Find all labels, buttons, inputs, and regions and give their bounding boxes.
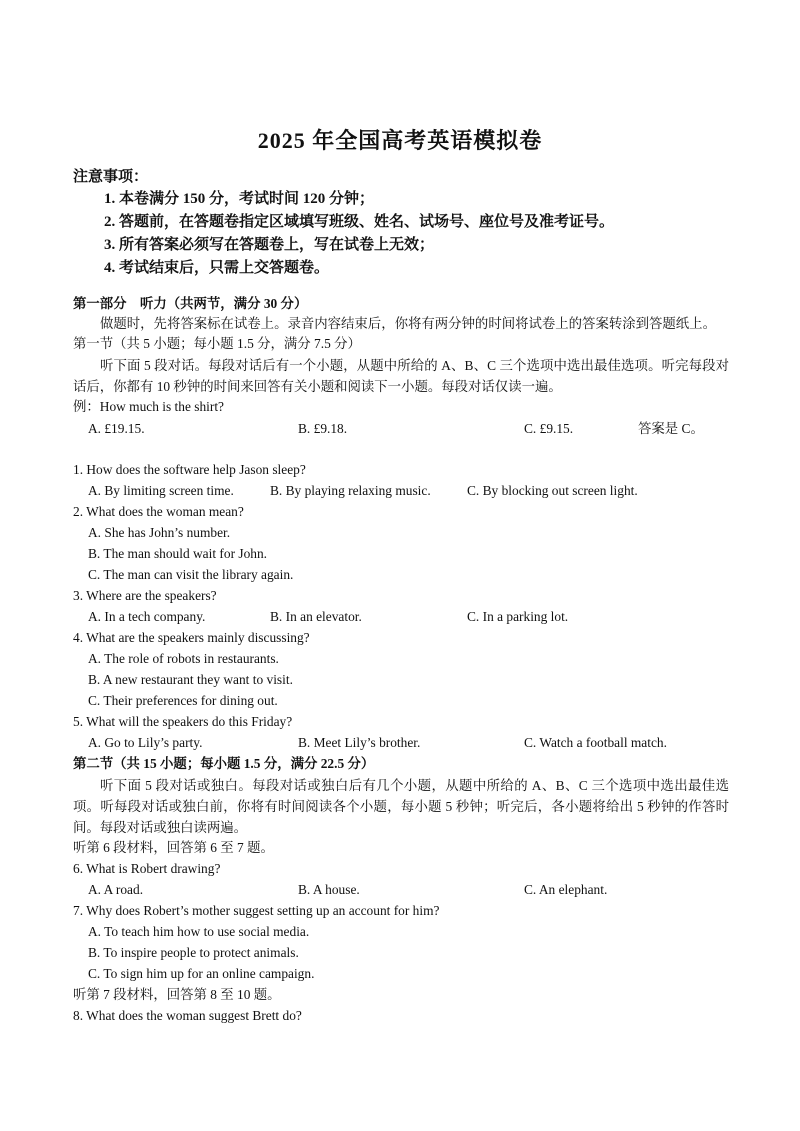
question-8: 8. What does the woman suggest Brett do? <box>73 1008 302 1023</box>
q3-option-b: B. In an elevator. <box>270 609 362 624</box>
q1-option-b: B. By playing relaxing music. <box>270 483 431 498</box>
example-answer: 答案是 C。 <box>638 421 704 436</box>
question-2: 2. What does the woman mean? <box>73 504 244 519</box>
q5-option-a: A. Go to Lily’s party. <box>88 735 203 750</box>
q4-option-b: B. A new restaurant they want to visit. <box>88 672 293 687</box>
q5-option-c: C. Watch a football match. <box>524 735 667 750</box>
question-5: 5. What will the speakers do this Friday? <box>73 714 293 729</box>
page-title: 2025 年全国高考英语模拟卷 <box>257 128 543 153</box>
example-option-a: A. £19.15. <box>88 421 145 436</box>
notice-item: 1. 本卷满分 150 分，考试时间 120 分钟； <box>104 191 375 207</box>
q6-option-a: A. A road. <box>88 882 144 897</box>
question-1: 1. How does the software help Jason sleep? <box>73 462 306 477</box>
notice-item: 2. 答题前，在答题卷指定区域填写班级、姓名、试场号、座位号及准考证号。 <box>104 214 615 230</box>
section2-heading: 第二节（共 15 小题；每小题 1.5 分，满分 22.5 分） <box>73 756 375 771</box>
q3-option-c: C. In a parking lot. <box>467 609 569 624</box>
q7-option-b: B. To inspire people to protect animals. <box>88 945 299 960</box>
q7-option-c: C. To sign him up for an online campaign. <box>88 966 315 981</box>
part1-heading: 第一部分 听力（共两节，满分 30 分） <box>73 296 308 311</box>
q2-option-a: A. She has John’s number. <box>88 525 231 540</box>
q6-option-c: C. An elephant. <box>524 882 608 897</box>
example-question: 例：How much is the shirt? <box>73 399 224 414</box>
notice-item: 3. 所有答案必须写在答题卷上，写在试卷上无效； <box>104 237 435 253</box>
q1-option-a: A. By limiting screen time. <box>88 483 234 498</box>
question-4: 4. What are the speakers mainly discussing? <box>73 630 310 645</box>
example-option-c: C. £9.15. <box>524 421 574 436</box>
q1-option-c: C. By blocking out screen light. <box>467 483 638 498</box>
section2-instruction: 听下面 5 段对话或独白。每段对话或独白后有几个小题，从题中所给的 A、B、C 三个选项中选出最佳选项。听每段对话或独白前，你将有时间阅读各个小题，每小题 5 秒钟；听完后，各小题将给出 5 秒钟的作答时间。每段对话或独白读两遍。 <box>73 778 729 835</box>
notice-heading: 注意事项： <box>73 169 149 185</box>
q2-option-c: C. The man can visit the library again. <box>88 567 294 582</box>
notice-list <box>104 188 614 280</box>
notice-item: 4. 考试结束后，只需上交答题卷。 <box>104 260 330 276</box>
q6-option-b: B. A house. <box>298 882 360 897</box>
q7-option-a: A. To teach him how to use social media. <box>88 924 310 939</box>
question-6: 6. What is Robert drawing? <box>73 861 221 876</box>
q4-option-c: C. Their preferences for dining out. <box>88 693 278 708</box>
q5-option-b: B. Meet Lily’s brother. <box>298 735 421 750</box>
example-option-b: B. £9.18. <box>298 421 348 436</box>
section1-heading: 第一节（共 5 小题；每小题 1.5 分，满分 7.5 分） <box>73 336 361 351</box>
q3-option-a: A. In a tech company. <box>88 609 206 624</box>
section1-instruction: 听下面 5 段对话。每段对话后有一个小题，从题中所给的 A、B、C 三个选项中选出最佳选项。听完每段对话后，你都有 10 秒钟的时间来回答有关小题和阅读下一小题。每段对话仅读一遍。 <box>73 358 729 394</box>
part1-instruction: 做题时，先将答案标在试卷上。录音内容结束后，你将有两分钟的时间将试卷上的答案转涂到答题纸上。 <box>100 316 716 331</box>
q4-option-a: A. The role of robots in restaurants. <box>88 651 279 666</box>
q2-option-b: B. The man should wait for John. <box>88 546 268 561</box>
question-7: 7. Why does Robert’s mother suggest setting up an account for him? <box>73 903 440 918</box>
material-6-note: 听第 6 段材料，回答第 6 至 7 题。 <box>73 840 274 855</box>
material-7-note: 听第 7 段材料，回答第 8 至 10 题。 <box>73 987 281 1002</box>
question-3: 3. Where are the speakers? <box>73 588 217 603</box>
